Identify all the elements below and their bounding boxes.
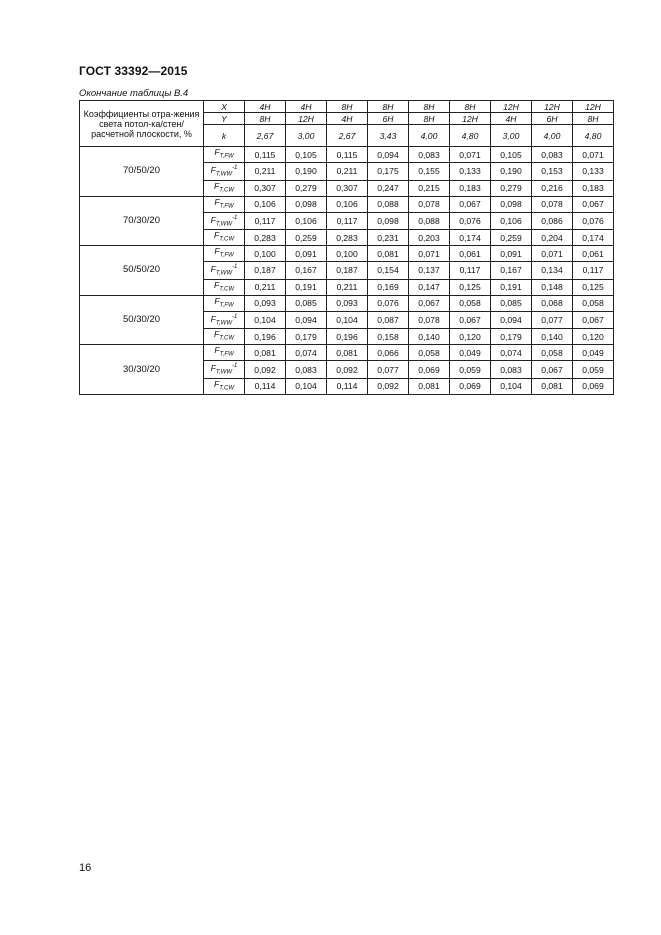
table-cell: 0,179 <box>491 329 532 345</box>
table-cell: 0,114 <box>245 378 286 394</box>
table-cell: 0,081 <box>532 378 573 394</box>
coefficient-subscript: T,FW <box>219 352 234 359</box>
coefficient-symbol: F <box>214 196 220 207</box>
coefficient-label <box>204 230 245 246</box>
table-cell: 0,120 <box>573 329 614 345</box>
table-cell: 0,083 <box>409 147 450 163</box>
coefficient-subscript: T,WW <box>215 320 232 327</box>
coefficient-symbol: F <box>213 379 220 390</box>
coefficient-subscript: T,CW <box>219 336 235 343</box>
table-cell: 0,196 <box>327 329 368 345</box>
table-cell: 0,191 <box>286 279 327 295</box>
table-cell: 0,137 <box>409 262 450 280</box>
table-cell: 0,094 <box>286 311 327 329</box>
coefficient-superscript: -1 <box>232 264 238 271</box>
coefficient-symbol: F <box>214 345 220 356</box>
table-cell: 0,216 <box>532 180 573 196</box>
table-caption: Окончание таблицы В.4 <box>79 88 189 99</box>
table-cell: 0,049 <box>450 345 491 361</box>
table-cell: 0,115 <box>327 147 368 163</box>
header-cell: 12H <box>573 101 614 113</box>
table-cell: 0,307 <box>245 180 286 196</box>
table-cell: 0,078 <box>409 311 450 329</box>
table-cell: 0,092 <box>327 361 368 379</box>
table-cell: 0,092 <box>245 361 286 379</box>
coefficient-symbol: F <box>210 313 216 324</box>
table-cell: 0,081 <box>368 246 409 262</box>
table-cell: 0,078 <box>532 196 573 212</box>
coefficient-label <box>204 345 245 361</box>
coefficient-symbol: F <box>210 164 216 175</box>
table-cell: 0,058 <box>532 345 573 361</box>
coefficient-label <box>204 246 245 262</box>
table-cell: 0,133 <box>450 163 491 181</box>
table-cell: 0,117 <box>450 262 491 280</box>
table-cell: 0,183 <box>450 180 491 196</box>
table-cell: 0,283 <box>327 230 368 246</box>
header-symbol: X <box>204 101 245 113</box>
table-body <box>80 101 614 395</box>
table-cell: 0,211 <box>327 279 368 295</box>
coefficient-superscript: -1 <box>232 313 238 320</box>
table-cell: 0,147 <box>409 279 450 295</box>
header-cell: 8H <box>368 101 409 113</box>
table-cell: 0,215 <box>409 180 450 196</box>
table-cell: 0,104 <box>491 378 532 394</box>
table-cell: 0,078 <box>409 196 450 212</box>
table-cell: 0,259 <box>286 230 327 246</box>
table-cell: 0,155 <box>409 163 450 181</box>
table-cell: 0,061 <box>450 246 491 262</box>
coefficient-symbol: F <box>214 295 220 306</box>
header-cell: 3,00 <box>491 125 532 147</box>
header-cell: 12H <box>532 101 573 113</box>
header-cell: 8H <box>245 113 286 125</box>
coefficient-symbol: F <box>210 264 216 275</box>
table-cell: 0,279 <box>491 180 532 196</box>
table-cell: 0,069 <box>450 378 491 394</box>
table-cell: 0,067 <box>532 361 573 379</box>
table-cell: 0,259 <box>491 230 532 246</box>
table-cell: 0,187 <box>327 262 368 280</box>
table-cell: 0,190 <box>491 163 532 181</box>
table-cell: 0,069 <box>409 361 450 379</box>
table-cell: 0,158 <box>368 329 409 345</box>
page-number: 16 <box>79 862 92 874</box>
table-cell: 0,068 <box>532 295 573 311</box>
table-cell: 0,153 <box>532 163 573 181</box>
coefficient-label <box>204 180 245 196</box>
coefficient-subscript: T,CW <box>219 237 235 244</box>
table-cell: 0,125 <box>573 279 614 295</box>
coefficient-label <box>204 147 245 163</box>
coefficient-label <box>204 378 245 394</box>
table-cell: 0,211 <box>245 163 286 181</box>
table-cell: 0,074 <box>286 345 327 361</box>
table-cell: 0,104 <box>286 378 327 394</box>
coefficient-superscript: -1 <box>232 165 238 171</box>
table-cell: 0,140 <box>409 329 450 345</box>
header-cell: 4H <box>245 101 286 113</box>
coefficient-symbol: F <box>214 147 220 158</box>
table-cell: 0,083 <box>491 361 532 379</box>
coefficient-label <box>204 329 245 345</box>
table-cell: 0,081 <box>409 378 450 394</box>
table-cell: 0,059 <box>450 361 491 379</box>
table-cell: 0,091 <box>491 246 532 262</box>
table-cell: 0,049 <box>573 345 614 361</box>
table-cell: 0,067 <box>573 311 614 329</box>
table-cell: 0,067 <box>409 295 450 311</box>
table-cell: 0,117 <box>573 262 614 280</box>
table-cell: 0,074 <box>491 345 532 361</box>
table-cell: 0,077 <box>532 311 573 329</box>
coefficient-subscript: T,CW <box>219 286 235 293</box>
table-cell: 0,174 <box>450 230 491 246</box>
table-cell: 0,196 <box>245 329 286 345</box>
table-cell: 0,071 <box>532 246 573 262</box>
header-cell: 8H <box>573 113 614 125</box>
table-cell: 0,140 <box>532 329 573 345</box>
table-cell: 0,088 <box>409 212 450 230</box>
table-cell: 0,283 <box>245 230 286 246</box>
coefficient-label <box>204 295 245 311</box>
table-cell: 0,071 <box>450 147 491 163</box>
table-cell: 0,134 <box>532 262 573 280</box>
table-cell: 0,100 <box>245 246 286 262</box>
header-cell: 4H <box>327 113 368 125</box>
header-cell: 8H <box>327 101 368 113</box>
table-cell: 0,081 <box>327 345 368 361</box>
coefficient-symbol: F <box>210 214 216 225</box>
table-row <box>80 345 614 361</box>
table-cell: 0,187 <box>245 262 286 280</box>
group-label: 50/50/20 <box>80 246 204 296</box>
table-cell: 0,167 <box>491 262 532 280</box>
table-cell: 0,058 <box>450 295 491 311</box>
table-cell: 0,117 <box>327 212 368 230</box>
table-row <box>80 246 614 262</box>
table-cell: 0,125 <box>450 279 491 295</box>
table-cell: 0,175 <box>368 163 409 181</box>
coefficient-symbol: F <box>214 246 220 257</box>
table-cell: 0,307 <box>327 180 368 196</box>
coefficient-symbol: F <box>213 230 220 241</box>
header-cell: 4,00 <box>532 125 573 147</box>
table-cell: 0,098 <box>491 196 532 212</box>
table-cell: 0,211 <box>245 279 286 295</box>
table-row <box>80 295 614 311</box>
table-cell: 0,091 <box>286 246 327 262</box>
table-cell: 0,061 <box>573 246 614 262</box>
coefficient-label <box>204 311 245 329</box>
coefficient-label <box>204 361 245 379</box>
table-cell: 0,104 <box>245 311 286 329</box>
table-cell: 0,058 <box>409 345 450 361</box>
table-cell: 0,120 <box>450 329 491 345</box>
table-cell: 0,106 <box>245 196 286 212</box>
header-cell: 4,80 <box>450 125 491 147</box>
table-cell: 0,094 <box>491 311 532 329</box>
table-cell: 0,067 <box>450 196 491 212</box>
table-cell: 0,133 <box>573 163 614 181</box>
coefficient-subscript: T,FW <box>219 203 234 210</box>
header-row <box>80 101 614 113</box>
table-cell: 0,154 <box>368 262 409 280</box>
group-label: 30/30/20 <box>80 345 204 395</box>
table-cell: 0,169 <box>368 279 409 295</box>
coefficient-label <box>204 163 245 181</box>
header-cell: 12H <box>286 113 327 125</box>
coefficient-symbol: F <box>210 363 216 374</box>
table-cell: 0,106 <box>491 212 532 230</box>
table-cell: 0,083 <box>532 147 573 163</box>
header-cell: 2,67 <box>245 125 286 147</box>
coefficient-subscript: T,FW <box>219 253 234 260</box>
table-cell: 0,081 <box>245 345 286 361</box>
table-cell: 0,087 <box>368 311 409 329</box>
table-row <box>80 196 614 212</box>
table-cell: 0,071 <box>573 147 614 163</box>
header-cell: 12H <box>491 101 532 113</box>
coefficient-subscript: T,WW <box>215 369 232 376</box>
coefficient-label <box>204 279 245 295</box>
table-cell: 0,104 <box>327 311 368 329</box>
document-header: ГОСТ 33392—2015 <box>79 64 188 78</box>
table-cell: 0,094 <box>368 147 409 163</box>
coefficient-symbol: F <box>213 279 220 290</box>
reflectance-table <box>79 100 614 395</box>
table-cell: 0,247 <box>368 180 409 196</box>
table-cell: 0,174 <box>573 230 614 246</box>
table-cell: 0,114 <box>327 378 368 394</box>
coefficient-label <box>204 212 245 230</box>
header-cell: 4H <box>286 101 327 113</box>
table-cell: 0,191 <box>491 279 532 295</box>
table-cell: 0,115 <box>245 147 286 163</box>
table-cell: 0,098 <box>286 196 327 212</box>
coefficient-symbol: F <box>213 180 220 191</box>
table-cell: 0,086 <box>532 212 573 230</box>
table-cell: 0,083 <box>286 361 327 379</box>
table-cell: 0,085 <box>286 295 327 311</box>
table-cell: 0,203 <box>409 230 450 246</box>
table-cell: 0,069 <box>573 378 614 394</box>
header-cell: 12H <box>450 113 491 125</box>
table-cell: 0,066 <box>368 345 409 361</box>
table-cell: 0,092 <box>368 378 409 394</box>
table-cell: 0,071 <box>409 246 450 262</box>
table-cell: 0,106 <box>286 212 327 230</box>
coefficient-superscript: -1 <box>232 363 238 370</box>
table-cell: 0,076 <box>368 295 409 311</box>
table-cell: 0,204 <box>532 230 573 246</box>
header-cell: 8H <box>409 101 450 113</box>
table-cell: 0,076 <box>450 212 491 230</box>
group-label: 50/30/20 <box>80 295 204 345</box>
table-cell: 0,231 <box>368 230 409 246</box>
table-cell: 0,076 <box>573 212 614 230</box>
group-label: 70/30/20 <box>80 196 204 246</box>
table-cell: 0,093 <box>327 295 368 311</box>
coefficient-superscript: -1 <box>232 214 238 221</box>
table-cell: 0,211 <box>327 163 368 181</box>
header-cell: 8H <box>450 101 491 113</box>
table-cell: 0,059 <box>573 361 614 379</box>
table-cell: 0,105 <box>491 147 532 163</box>
table-cell: 0,067 <box>450 311 491 329</box>
table-cell: 0,183 <box>573 180 614 196</box>
header-cell: 3,00 <box>286 125 327 147</box>
header-symbol: k <box>204 125 245 147</box>
table-cell: 0,190 <box>286 163 327 181</box>
table-cell: 0,279 <box>286 180 327 196</box>
group-label: 70/50/20 <box>80 147 204 197</box>
coefficient-subscript: T,WW <box>215 270 232 277</box>
table-cell: 0,077 <box>368 361 409 379</box>
table-cell: 0,100 <box>327 246 368 262</box>
header-cell: 8H <box>409 113 450 125</box>
table-cell: 0,148 <box>532 279 573 295</box>
coefficient-symbol: F <box>213 329 220 340</box>
reflectance-description: Коэффициенты отра-жения света потол-ка/стен/расчетной плоскости, % <box>80 101 204 147</box>
coefficient-subscript: T,WW <box>215 171 232 178</box>
coefficient-subscript: T,CW <box>219 385 235 392</box>
table-row <box>80 147 614 163</box>
table-cell: 0,058 <box>573 295 614 311</box>
table-cell: 0,098 <box>368 212 409 230</box>
coefficient-subscript: T,CW <box>219 187 235 194</box>
header-cell: 3,43 <box>368 125 409 147</box>
header-cell: 4,80 <box>573 125 614 147</box>
header-cell: 2,67 <box>327 125 368 147</box>
coefficient-subscript: T,FW <box>219 302 234 309</box>
header-cell: 4,00 <box>409 125 450 147</box>
table-cell: 0,167 <box>286 262 327 280</box>
coefficient-subscript: T,FW <box>219 153 234 160</box>
table-cell: 0,088 <box>368 196 409 212</box>
table-cell: 0,179 <box>286 329 327 345</box>
header-cell: 6H <box>368 113 409 125</box>
table-cell: 0,093 <box>245 295 286 311</box>
table-cell: 0,106 <box>327 196 368 212</box>
table-cell: 0,117 <box>245 212 286 230</box>
table-cell: 0,105 <box>286 147 327 163</box>
table-cell: 0,085 <box>491 295 532 311</box>
header-symbol: Y <box>204 113 245 125</box>
table-cell: 0,067 <box>573 196 614 212</box>
header-cell: 6H <box>532 113 573 125</box>
header-cell: 4H <box>491 113 532 125</box>
coefficient-label <box>204 196 245 212</box>
coefficient-label <box>204 262 245 280</box>
coefficient-subscript: T,WW <box>215 221 232 228</box>
